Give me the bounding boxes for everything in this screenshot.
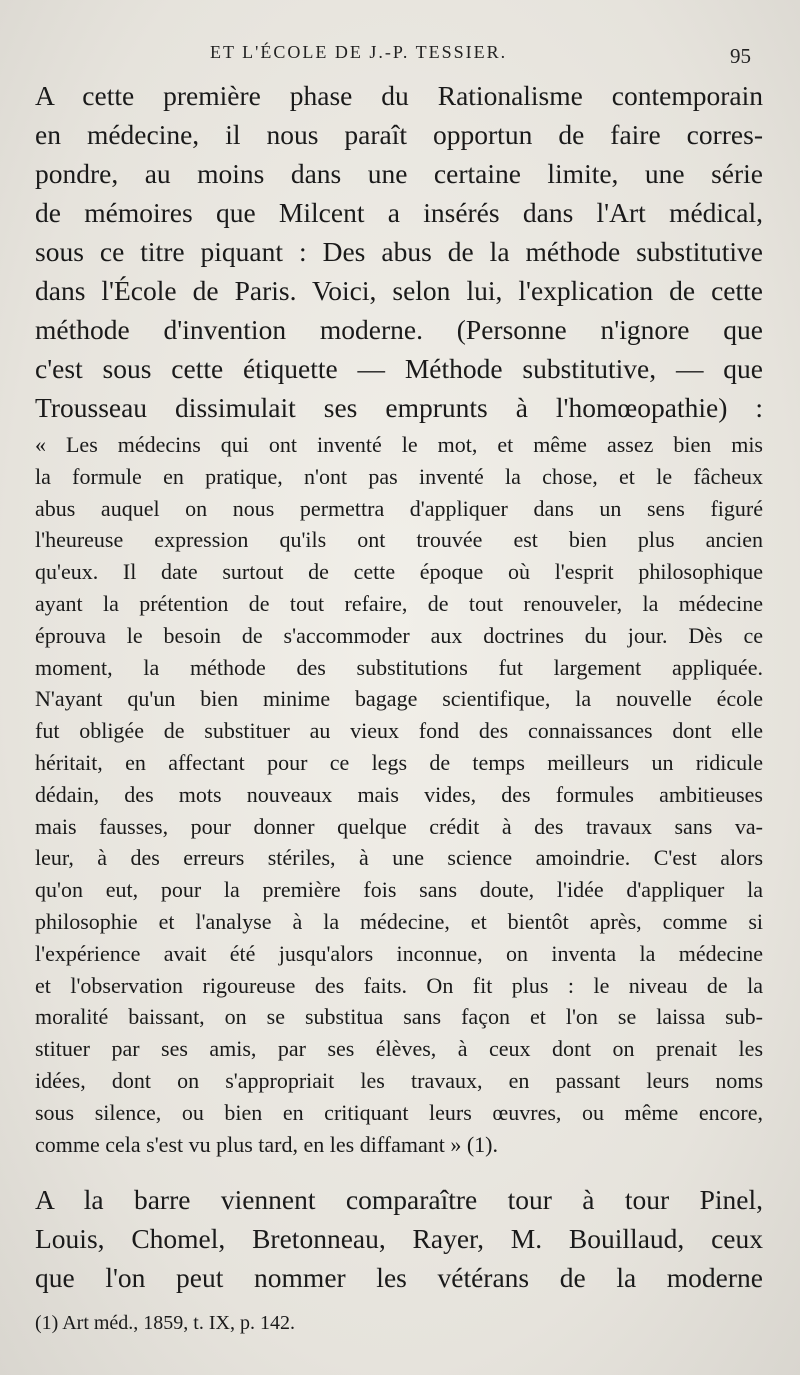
quote-line: l'expérience avait été jusqu'alors inconnue, on inventa la médecine (35, 940, 763, 966)
running-title: ET L'ÉCOLE DE J.-P. TESSIER. (210, 42, 508, 62)
text-line: sous ce titre piquant : Des abus de la méthode substitutive (35, 236, 763, 267)
quote-line: abus auquel on nous permettra d'appliquer dans un sens figuré (35, 495, 763, 521)
text-line: Trousseau dissimulait ses emprunts à l'homœopathie) : (35, 392, 763, 423)
quote-line: qu'eux. Il date surtout de cette époque où l'esprit philosophique (35, 559, 763, 585)
quote-line: « Les médecins qui ont inventé le mot, et même assez bien mis (35, 432, 763, 457)
text-line: c'est sous cette étiquette — Méthode substitutive, — que (35, 353, 763, 384)
paragraph-barre (35, 1180, 763, 1297)
text-line: en médecine, il nous paraît opportun de faire corres- (35, 119, 763, 150)
page-number: 95 (730, 44, 751, 68)
quote-line: leur, à des erreurs stériles, à une science amoindrie. C'est alors (35, 845, 763, 871)
quote-line: N'ayant qu'un bien minime bagage scientifique, la nouvelle école (35, 686, 763, 712)
quote-line: héritait, en affectant pour ce legs de temps meilleurs un ridicule (35, 749, 763, 775)
quote-line: et l'observation rigoureuse des faits. On fit plus : le niveau de la (35, 972, 763, 998)
quote-line: mais fausses, pour donner quelque crédit à des travaux sans va- (35, 813, 763, 839)
quote-line: l'heureuse expression qu'ils ont trouvée est bien plus ancien (35, 527, 763, 553)
quote-line: qu'on eut, pour la première fois sans doute, l'idée d'appliquer la (35, 877, 763, 903)
quote-line: idées, dont on s'appropriait les travaux, en passant leurs noms (35, 1067, 763, 1093)
text-line: de mémoires que Milcent a insérés dans l'Art médical, (35, 197, 763, 228)
quote-line: la formule en pratique, n'ont pas inventé la chose, et le fâcheux (35, 463, 763, 489)
text-line: dans l'École de Paris. Voici, selon lui, l'explication de cette (35, 275, 763, 306)
quote-line: éprouva le besoin de s'accommoder aux doctrines du jour. Dès ce (35, 622, 763, 648)
quote-line: fut obligée de substituer au vieux fond des connaissances dont elle (35, 718, 763, 744)
text-line: méthode d'invention moderne. (Personne n'ignore que (35, 314, 763, 345)
paragraph-intro (35, 76, 763, 427)
quote-line: stituer par ses amis, par ses élèves, à ceux dont on prenait les (35, 1036, 763, 1062)
quote-line: sous silence, ou bien en critiquant leurs œuvres, ou même encore, (35, 1099, 763, 1125)
quote-line: ayant la prétention de tout refaire, de tout renouveler, la médecine (35, 590, 763, 616)
block-quote (35, 429, 763, 1160)
quote-line: moralité baissant, on se substitua sans façon et l'on se laissa sub- (35, 1004, 763, 1030)
quote-line: comme cela s'est vu plus tard, en les diffamant » (1). (35, 1131, 498, 1157)
text-line: Louis, Chomel, Bretonneau, Rayer, M. Bouillaud, ceux (35, 1223, 763, 1254)
quote-line: moment, la méthode des substitutions fut largement appliquée. (35, 654, 763, 680)
text-line: A la barre viennent comparaître tour à tour Pinel, (35, 1184, 763, 1215)
quote-line: philosophie et l'analyse à la médecine, et bientôt après, comme si (35, 908, 763, 934)
quote-line: dédain, des mots nouveaux mais vides, des formules ambitieuses (35, 781, 763, 807)
footnote: (1) Art méd., 1859, t. IX, p. 142. (35, 1312, 295, 1334)
text-line: pondre, au moins dans une certaine limite, une série (35, 158, 763, 189)
text-line: A cette première phase du Rationalisme contemporain (35, 80, 763, 111)
page-header (0, 42, 800, 72)
text-line: que l'on peut nommer les vétérans de la moderne (35, 1262, 763, 1293)
